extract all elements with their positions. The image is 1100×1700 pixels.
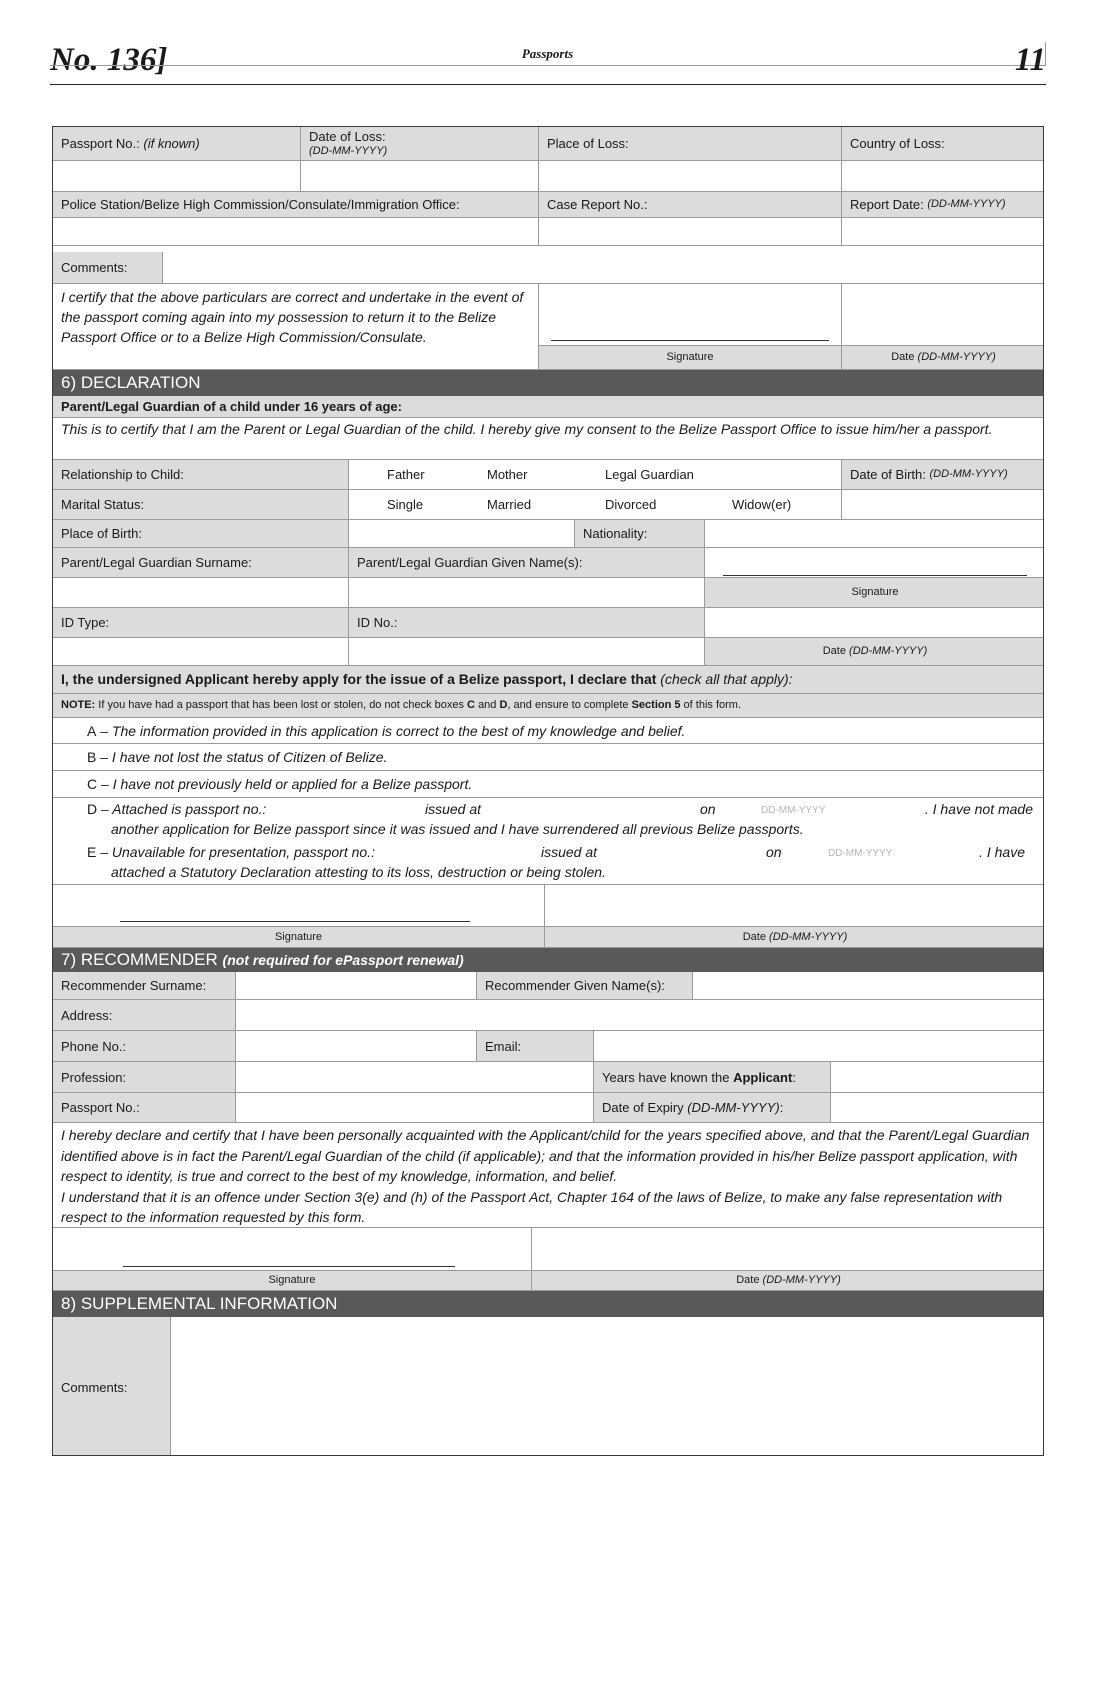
date-of-loss-input[interactable] [301,161,539,192]
lost-passport-note [53,694,1044,718]
recommender-given-name-label: Recommender Given Name(s): [477,972,693,1000]
recommender-signature-box[interactable] [53,1228,532,1271]
case-report-label: Case Report No.: [539,192,842,218]
expiry-label-cell [594,1093,831,1123]
date-of-loss-format: (DD-MM-YYYY) [309,145,388,157]
passport-form [52,126,1044,1456]
applicant-declaration-heading [53,666,1044,694]
declaration-item-a[interactable] [53,718,1043,744]
item-e-first [87,842,375,862]
id-no-input[interactable] [349,638,705,666]
id-type-input[interactable] [53,638,349,666]
page-title: Passports [50,42,1046,66]
place-of-loss-input[interactable] [539,161,842,192]
relationship-options [349,460,842,490]
recommender-title: 7) RECOMMENDER [61,950,218,969]
guardian-date-format: (DD-MM-YYYY) [849,645,928,657]
case-report-input[interactable] [539,218,842,246]
address-label: Address: [53,1000,236,1031]
item-d-text-3: another application for Belize passport since it was issued and I have surrendered all previous Belize passports. [111,821,804,837]
guardian-consent-text: This is to certify that I am the Parent or Legal Guardian of the child. I hereby give my consent to the Belize Passport Office to issue him/her a passport. [53,418,1044,460]
recommender-passport-input[interactable] [236,1093,594,1123]
item-e-text-2: . I have [979,844,1025,860]
passport-no-input[interactable] [53,161,301,192]
loss-date-format: (DD-MM-YYYY) [917,351,996,363]
item-e-date-placeholder: DD-MM-YYYY [828,848,893,859]
dob-format: (DD-MM-YYYY) [929,468,1008,480]
marital-options [349,490,842,520]
phone-label: Phone No.: [53,1031,236,1062]
declaration-item-b[interactable] [53,744,1043,771]
recommender-date-format: (DD-MM-YYYY) [762,1274,841,1286]
years-known-text: Years have known the [602,1069,730,1085]
recommender-date-label-cell [532,1271,1044,1291]
option-father[interactable]: Father [387,467,425,482]
passport-no-hint: (if known) [143,136,200,151]
place-of-birth-input[interactable] [349,520,575,548]
applicant-date-format: (DD-MM-YYYY) [769,930,848,943]
recommender-passport-label: Passport No.: [53,1093,236,1123]
note-and: and [478,699,497,711]
recommender-declaration [53,1123,1044,1228]
declaration-item-c[interactable] [53,771,1043,798]
guardian-signature-box[interactable] [705,548,1044,578]
comments-label: Comments: [53,252,163,284]
applicant-signature-line [120,921,470,922]
email-input[interactable] [594,1031,1044,1062]
loss-date-label: Date [891,351,915,363]
expiry-format: (DD-MM-YYYY) [687,1100,780,1115]
recommender-surname-input[interactable] [236,972,477,1000]
item-b-letter: B [87,749,97,765]
declaration-section-bar [53,370,1043,396]
police-station-label: Police Station/Belize High Commission/Consulate/Immigration Office: [53,192,539,218]
recommender-signature-label: Signature [53,1271,532,1291]
recommender-declaration-text-1: I hereby declare and certify that I have been personally acquainted with the Applicant/child for the years specified above, and that the Parent/Legal Guardian identified above is in fact the Parent/Legal Guardian of the child (if applicable); and that the information provided in his/her Belize passport application, with respect to identity, is true and correct to the best of my knowledge, information, and belief. [61,1127,1030,1184]
item-d-letter: D [87,801,98,817]
guardian-surname-label: Parent/Legal Guardian Surname: [53,548,349,578]
profession-input[interactable] [236,1062,594,1093]
note-text-1: If you have had a passport that has been lost or stolen, do not check boxes [98,699,464,711]
guardian-date-label: Date [822,645,846,657]
dob-label-cell [842,460,1044,490]
recommender-date-box[interactable] [532,1228,1044,1271]
passport-no-label-cell [53,127,301,161]
applicant-date-label-cell [545,927,1044,948]
address-input[interactable] [236,1000,1044,1031]
loss-date-box[interactable] [842,284,1044,346]
guardian-surname-input[interactable] [53,578,349,608]
nationality-input[interactable] [705,520,1044,548]
police-station-input[interactable] [53,218,539,246]
expiry-label: Date of Expiry [602,1100,684,1115]
item-d-text-2: . I have not made [924,801,1033,817]
item-a-letter: A [87,723,97,739]
item-e-letter: E [87,844,97,860]
id-type-label: ID Type: [53,608,349,638]
guardian-signature-label: Signature [705,578,1044,608]
supplemental-comments-label: Comments: [53,1317,171,1456]
report-date-input[interactable] [842,218,1044,246]
guardian-signature-line [723,575,1027,576]
supplemental-comments-input[interactable] [171,1317,1044,1456]
item-c-letter: C [87,776,98,792]
item-d-on: on [700,801,716,817]
years-known-input[interactable] [831,1062,1044,1093]
note-text-3: of this form. [683,699,742,711]
item-e-text-3: attached a Statutory Declaration attesting to its loss, destruction or being stolen. [111,864,606,880]
loss-signature-box[interactable] [539,284,842,346]
option-mother[interactable]: Mother [487,467,528,482]
applicant-signature-box[interactable] [53,885,545,927]
recommender-signature-line [123,1266,455,1267]
recommender-date-label: Date [736,1274,760,1286]
country-of-loss-input[interactable] [842,161,1044,192]
applicant-date-box[interactable] [545,885,1044,927]
item-b-text: – I have not lost the status of Citizen of Belize. [100,749,388,765]
country-of-loss-label: Country of Loss: [842,127,1044,161]
date-of-loss-label: Date of Loss: [309,129,386,144]
apply-text: I, the undersigned Applicant hereby apply for the issue of a Belize passport, I declare that [61,671,657,687]
recommender-section-bar [53,948,1043,972]
loss-signature-line [551,340,829,341]
note-label: NOTE: [61,699,96,711]
loss-date-label-cell [842,346,1044,370]
guardian-date-label-cell [705,638,1044,666]
years-known-colon: : [792,1069,796,1085]
dob-label: Date of Birth: [850,467,926,482]
item-d-text-1: – Attached is passport no.: [101,801,267,817]
page-number: 11 [1014,42,1046,78]
note-box-d: D [499,699,508,711]
item-e-on: on [766,844,782,860]
report-date-format: (DD-MM-YYYY) [927,198,1006,210]
id-no-label: ID No.: [349,608,705,638]
option-legal-guardian[interactable]: Legal Guardian [605,467,694,482]
option-divorced[interactable]: Divorced [605,497,657,512]
dob-input[interactable] [842,490,1044,520]
page-header [50,38,1046,85]
guardian-given-name-input[interactable] [349,578,705,608]
declaration-item-e[interactable] [53,842,1043,885]
expiry-colon: : [779,1100,784,1115]
item-e-text-1: – Unavailable for presentation, passport no.: [100,844,375,860]
note-section: Section 5 [631,699,681,711]
years-known-applicant: Applicant [733,1069,793,1085]
option-married[interactable]: Married [487,497,532,512]
nationality-label: Nationality: [575,520,705,548]
option-widower[interactable]: Widow(er) [732,497,792,512]
apply-hint: (check all that apply): [660,671,793,687]
phone-input[interactable] [236,1031,477,1062]
supplemental-title: 8) SUPPLEMENTAL INFORMATION [61,1294,338,1313]
item-e-issued-at: issued at [541,844,598,860]
option-single[interactable]: Single [387,497,424,512]
guardian-heading: Parent/Legal Guardian of a child under 16 years of age: [53,396,1044,418]
loss-comments-input[interactable] [163,252,1044,284]
date-of-loss-label-cell [301,127,539,161]
item-d-date-placeholder: DD-MM-YYYY [761,805,826,816]
declaration-title: 6) DECLARATION [61,373,201,392]
expiry-input[interactable] [831,1093,1044,1123]
report-date-label-cell [842,192,1044,218]
report-date-label: Report Date: [850,197,924,212]
relationship-label: Relationship to Child: [53,460,349,490]
declaration-item-d[interactable] [53,798,1043,842]
recommender-title-hint: (not required for ePassport renewal) [222,952,464,968]
supplemental-section-bar [53,1291,1043,1317]
item-d-first [87,799,266,819]
applicant-date-label: Date [742,930,766,943]
item-c-text: – I have not previously held or applied for a Belize passport. [101,776,473,792]
item-a-text: – The information provided in this application is correct to the best of my knowledge and belief. [100,723,686,739]
marital-status-label: Marital Status: [53,490,349,520]
recommender-declaration-text-2: I understand that it is an offence under Section 3(e) and (h) of the Passport Act, Chapter 164 of the laws of Belize, to make any false representation with respect to the information requested by this form. [61,1188,1003,1225]
recommender-given-name-input[interactable] [693,972,1044,1000]
place-of-birth-label: Place of Birth: [53,520,349,548]
guardian-given-name-label: Parent/Legal Guardian Given Name(s): [349,548,705,578]
place-of-loss-label: Place of Loss: [539,127,842,161]
guardian-date-box[interactable] [705,608,1044,638]
profession-label: Profession: [53,1062,236,1093]
years-known-label [594,1062,831,1093]
note-box-c: C [467,699,475,711]
recommender-surname-label: Recommender Surname: [53,972,236,1000]
passport-no-label: Passport No.: [61,136,140,151]
note-text-2: , and ensure to complete [507,699,629,711]
item-d-issued-at: issued at [425,801,482,817]
certify-statement: I certify that the above particulars are correct and undertake in the event of the passport coming again into my possession to return it to the Belize Passport Office or to a Belize High Commission/Consulate. [53,284,539,370]
loss-signature-label: Signature [539,346,842,370]
email-label: Email: [477,1031,594,1062]
gazette-number: No. 136] [50,42,168,78]
applicant-signature-label: Signature [53,927,545,948]
